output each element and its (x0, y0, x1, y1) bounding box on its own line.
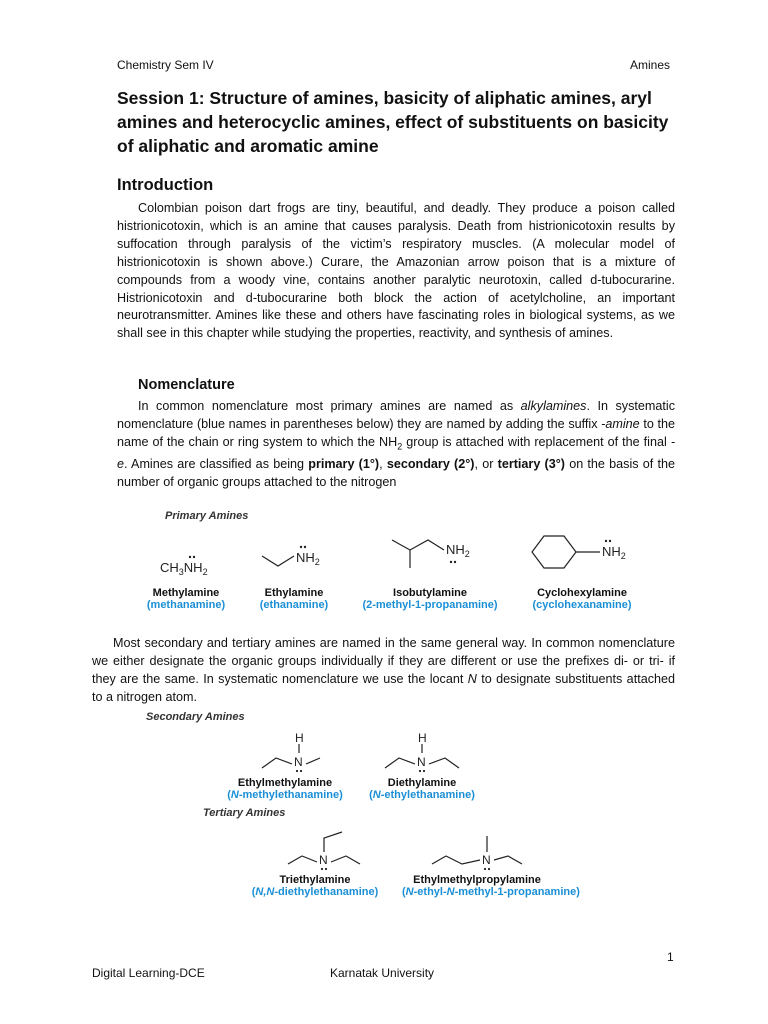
cyclohexylamine-structure (532, 536, 600, 568)
nh-text: NH (296, 550, 315, 565)
n-atom: N (294, 755, 303, 769)
text-run: . In systematic nomenclature (blue names in parentheses below) they are named by adding the suffix (117, 399, 675, 431)
systematic-name: (2-methyl-1-propanamine) (362, 599, 498, 611)
session-title: Session 1: Structure of amines, basicity of aliphatic amines, aryl amines and heterocyclic amines, effect of substituents on basicity of aliphatic and aromatic amine (117, 88, 669, 156)
text-run: Most secondary and tertiary amines are named in the same general way. In common nomenclature we either designate the organic groups individually if they are different or use the prefixes di- or tri- if they are the same. In systematic nomenclature we use the locant (92, 636, 675, 686)
compound-triethylamine (240, 874, 390, 898)
compound-diethylamine (347, 777, 497, 801)
systematic-name: (N,N-diethylethanamine) (251, 886, 379, 898)
nh-text: NH (602, 544, 621, 559)
compound-ethylmethylamine (210, 777, 360, 801)
isobutylamine-nh2 (446, 542, 470, 559)
introduction-text: Colombian poison dart frogs are tiny, beautiful, and deadly. They produce a poison called histrionicotoxin, which is an amine that causes paralysis. Death from histrionicotoxin results by suffocation through paralysis of the victim’s respiratory muscles. (A molecular model of histrionicotoxin is shown above.) Curare, the Amazonian arrow poison that is a mixture of compounds from a woody vine, contains another paralytic neurotoxin, called d-tubocurarine. Histrionicotoxin and d-tubocurarine both block the action of acetylcholine, an important neurotransmitter. Amines like these and others have fascinating roles in biological systems, as we shall see in this chapter while studying the properties, reactivity, and synthesis of amines. (117, 201, 675, 341)
nomenclature-heading: Nomenclature (138, 377, 235, 393)
locant: N (230, 789, 239, 801)
text-run: . Amines are classified as being (124, 457, 309, 472)
triethylamine-structure (288, 832, 360, 870)
systematic-rest: -diethylethanamine (274, 886, 375, 898)
tertiary-amines-label: Tertiary Amines (203, 807, 286, 819)
introduction-paragraph (117, 200, 675, 343)
svg-text:CH3NH2 (160, 560, 208, 577)
subscript: 2 (397, 441, 403, 452)
systematic-name: (N-methylethanamine) (227, 789, 343, 801)
page-number: 1 (667, 950, 674, 964)
compound-name: Ethylmethylpropylamine (413, 874, 541, 886)
italic-term: -amine (601, 416, 640, 431)
secondary-amines-label: Secondary Amines (146, 711, 245, 723)
systematic-rest: -methyl-1-propanamine (454, 886, 577, 898)
italic-term: alkylamines (520, 399, 587, 413)
tertiary-amines-structures (270, 826, 560, 876)
primary-amines-label: Primary Amines (165, 510, 249, 522)
text-run: to designate substituents attached to a nitrogen atom. (92, 671, 676, 704)
systematic-rest: -methylethanamine (238, 789, 340, 801)
nh-sub: 2 (620, 551, 626, 561)
formula-sub: 2 (202, 567, 208, 577)
ethylamine-structure (262, 556, 294, 566)
nomenclature-text-2 (92, 635, 675, 707)
n-atom: N (319, 853, 328, 867)
locant: N (372, 789, 381, 801)
locant: N,N (255, 886, 275, 898)
h-atom: H (418, 731, 427, 745)
nomenclature-paragraph-2 (92, 635, 675, 707)
compound-isobutylamine (355, 587, 505, 611)
nomenclature-text-1 (117, 398, 675, 492)
isobutylamine-structure (392, 540, 444, 568)
methylamine-structure (160, 556, 208, 577)
systematic-name: (N-ethylethanamine) (369, 789, 475, 801)
systematic-name: (methanamine) (146, 599, 226, 611)
text-run: In common nomenclature most primary amines are named as (138, 399, 521, 413)
cyclohexylamine-nh2 (602, 544, 626, 561)
nh-sub: 2 (314, 557, 320, 567)
n-atom: N (482, 853, 491, 867)
compound-name: Triethylamine (279, 874, 351, 886)
ethylmethylpropylamine-structure (432, 836, 522, 870)
systematic-name: (cyclohexanamine) (532, 599, 632, 611)
introduction-heading: Introduction (117, 176, 214, 194)
ethylamine-nh2 (296, 550, 320, 567)
bold-term: primary (1°) (308, 457, 380, 472)
bold-term: secondary (2°) (386, 457, 475, 472)
text-run: to the name of the chain or ring system to which the NH (117, 416, 675, 449)
formula-nh: NH (183, 560, 203, 575)
compound-name: Isobutylamine (393, 587, 467, 599)
compound-name: Cyclohexylamine (537, 587, 627, 599)
diethylamine-structure (385, 731, 459, 772)
compound-cyclohexylamine (507, 587, 657, 611)
header-course: Chemistry Sem IV (117, 58, 214, 72)
compound-ethylmethylpropylamine (402, 874, 580, 898)
ethylmethylamine-structure (262, 731, 320, 772)
nomenclature-paragraph-1 (117, 398, 675, 492)
systematic-rest: -ethyl- (413, 886, 447, 898)
n-atom: N (417, 755, 426, 769)
text-run: , (379, 457, 387, 472)
footer-left: Digital Learning-DCE (92, 966, 205, 980)
formula-ch: CH (160, 560, 179, 575)
systematic-name: (N-ethyl-N-methyl-1-propanamine) (402, 886, 580, 898)
compound-name: Ethylamine (264, 587, 324, 599)
compound-name: Diethylamine (387, 777, 457, 789)
h-atom: H (295, 731, 304, 745)
locant: N (446, 886, 455, 898)
text-run: on the basis of the number of organic groups attached to the nitrogen (117, 457, 676, 490)
bold-term: tertiary (3°) (497, 457, 565, 472)
text-run: group is attached with replacement of the final (402, 434, 671, 449)
secondary-amines-structures (250, 728, 490, 778)
header-topic: Amines (630, 58, 671, 72)
italic-term: -e (117, 434, 676, 472)
italic-term: N (467, 671, 477, 686)
compound-ethylamine (219, 587, 369, 611)
compound-name: Ethylmethylamine (237, 777, 333, 789)
systematic-rest: -ethylethanamine (380, 789, 472, 801)
text-run: , or (474, 457, 498, 472)
systematic-name: (ethanamine) (259, 599, 329, 611)
formula-sub: 3 (178, 567, 184, 577)
nh-text: NH (446, 542, 465, 557)
nh-sub: 2 (464, 549, 470, 559)
compound-name: Methylamine (152, 587, 220, 599)
primary-amines-structures (140, 528, 660, 588)
locant: N (405, 886, 414, 898)
footer-center: Karnatak University (330, 966, 435, 980)
